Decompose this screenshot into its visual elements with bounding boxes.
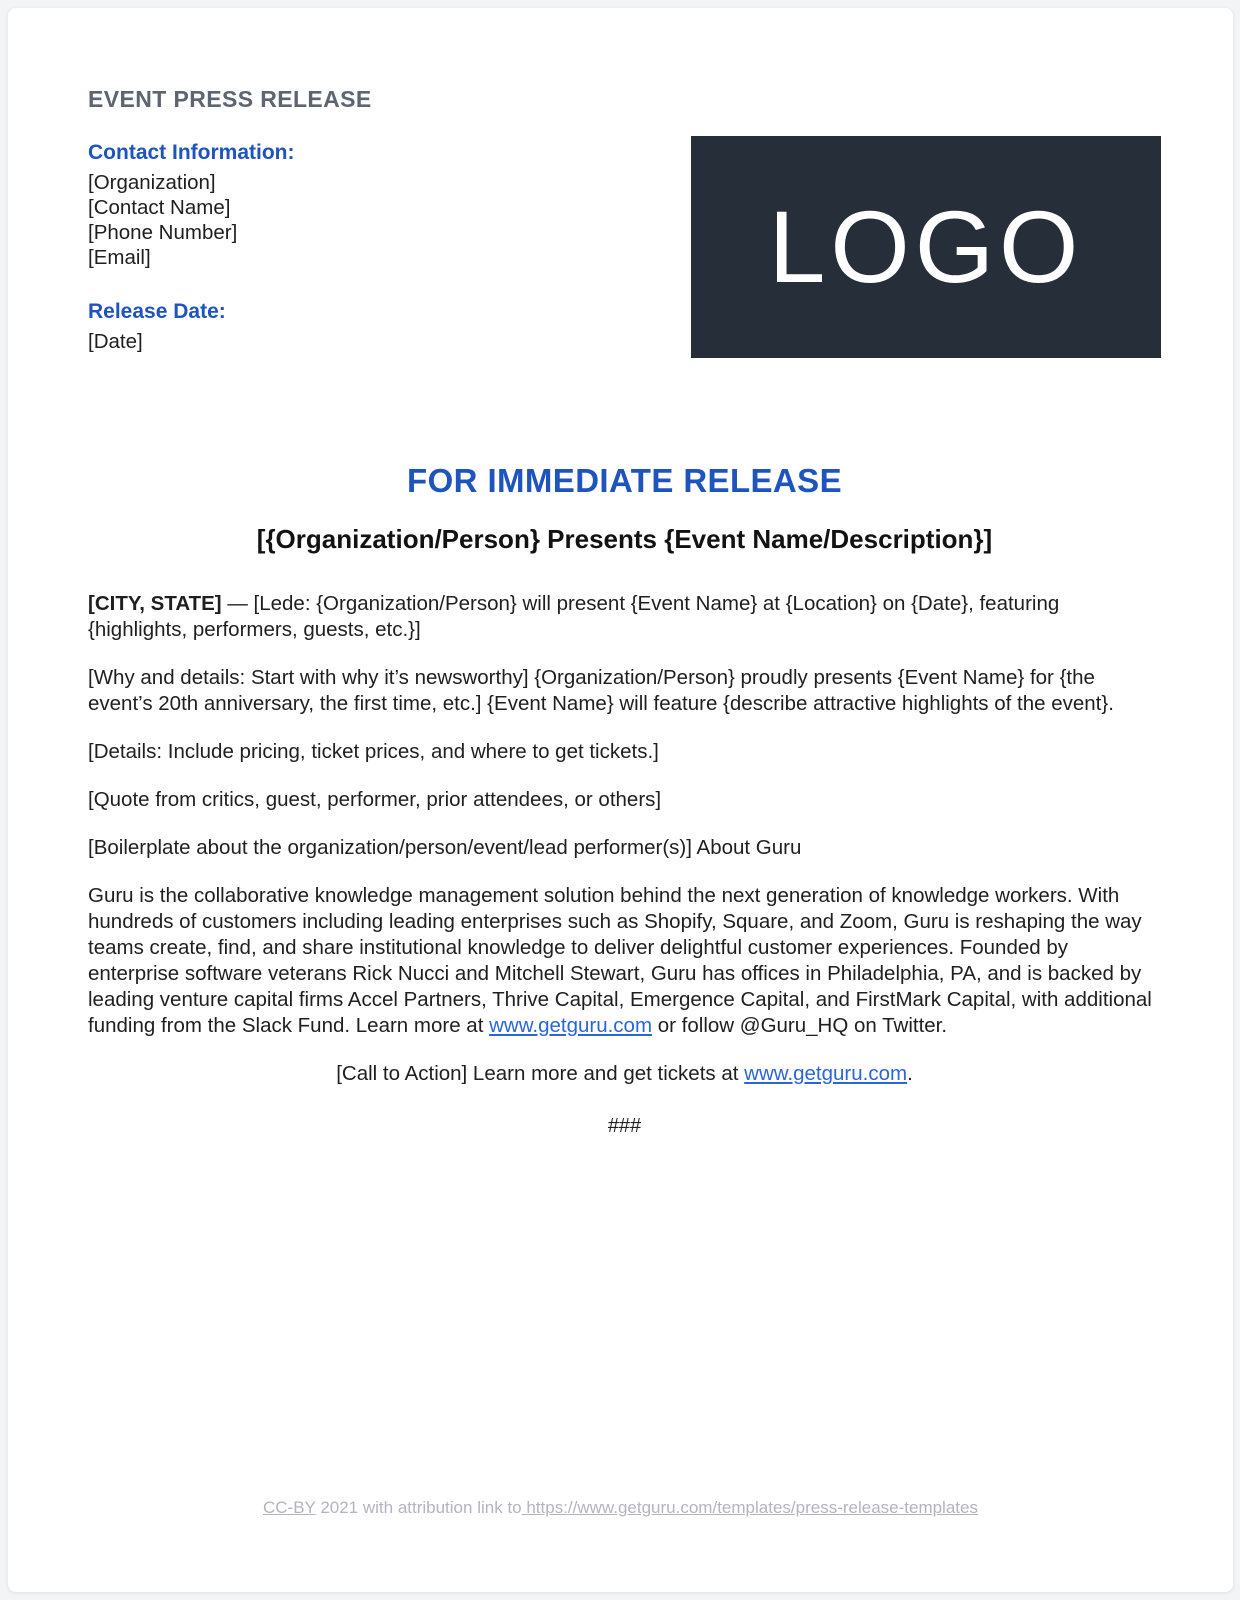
contact-information-heading: Contact Information: bbox=[88, 141, 295, 164]
logo bbox=[691, 136, 1161, 358]
quote-paragraph: [Quote from critics, guest, performer, prior attendees, or others] bbox=[88, 788, 662, 811]
contact-organization-placeholder: [Organization] bbox=[88, 171, 216, 194]
contact-name-placeholder: [Contact Name] bbox=[88, 196, 231, 219]
call-to-action-paragraph bbox=[88, 1061, 1161, 1087]
logo-text: LOGO bbox=[768, 190, 1084, 304]
release-date-placeholder: [Date] bbox=[88, 330, 143, 353]
attribution-url-link[interactable]: https://www.getguru.com/templates/press-release-templates bbox=[521, 1498, 978, 1517]
about-guru-text: Guru is the collaborative knowledge management solution behind the next generation of knowledge workers. With hundreds of customers including leading enterprises such as Shopify, Square, and Zoom, Guru is reshaping the way teams create, find, and share institutional knowledge to deliver delightful customer experiences. Founded by enterprise software veterans Rick Nucci and Mitchell Stewart, Guru has offices in Philadelphia, PA, and is backed by leading venture capital firms Accel Partners, Thrive Capital, Emergence Capital, and FirstMark Capital, with additional funding from the Slack Fund. Learn more at bbox=[88, 884, 1152, 1037]
about-guru-text-after: or follow @Guru_HQ on Twitter. bbox=[652, 1014, 948, 1037]
about-guru-paragraph bbox=[88, 883, 1161, 1039]
body-copy bbox=[88, 591, 1161, 1138]
lede-paragraph bbox=[88, 591, 1161, 643]
contact-email-placeholder: [Email] bbox=[88, 246, 151, 269]
release-body bbox=[88, 462, 1161, 1138]
boilerplate-paragraph: [Boilerplate about the organization/person/event/lead performer(s)] About Guru bbox=[88, 836, 802, 859]
for-immediate-release-heading: FOR IMMEDIATE RELEASE bbox=[407, 462, 842, 499]
cta-text-after: . bbox=[907, 1062, 913, 1085]
contact-phone-placeholder: [Phone Number] bbox=[88, 221, 238, 244]
header bbox=[88, 86, 1161, 358]
press-release-page bbox=[8, 8, 1233, 1592]
document-title: EVENT PRESS RELEASE bbox=[88, 86, 372, 112]
press-release-end-mark: ### bbox=[607, 1115, 642, 1137]
city-state-placeholder: [CITY, STATE] bbox=[88, 592, 222, 615]
getguru-link[interactable]: www.getguru.com bbox=[489, 1014, 653, 1037]
attribution-text: 2021 with attribution link to bbox=[315, 1498, 522, 1517]
cta-text: [Call to Action] Learn more and get tickets at bbox=[336, 1062, 745, 1085]
cta-getguru-link[interactable]: www.getguru.com bbox=[744, 1062, 908, 1085]
release-date-heading: Release Date: bbox=[88, 300, 226, 323]
cc-by-link[interactable]: CC-BY bbox=[263, 1498, 316, 1517]
event-headline: [{Organization/Person} Presents {Event Name/Description}] bbox=[256, 524, 993, 554]
attribution-footer bbox=[8, 1498, 1233, 1518]
lede-text: — [Lede: {Organization/Person} will present {Event Name} at {Location} on {Date}, featuring {highlights, performers, guests, etc.}] bbox=[88, 592, 1060, 641]
header-contact-block bbox=[88, 86, 372, 354]
details-paragraph: [Details: Include pricing, ticket prices, and where to get tickets.] bbox=[88, 740, 659, 763]
why-details-paragraph: [Why and details: Start with why it’s newsworthy] {Organization/Person} proudly presents {Event Name} for {the event’s 20th anniversary, the first time, etc.] {Event Name} will feature {describe attractive highlights of the event}. bbox=[88, 666, 1114, 715]
